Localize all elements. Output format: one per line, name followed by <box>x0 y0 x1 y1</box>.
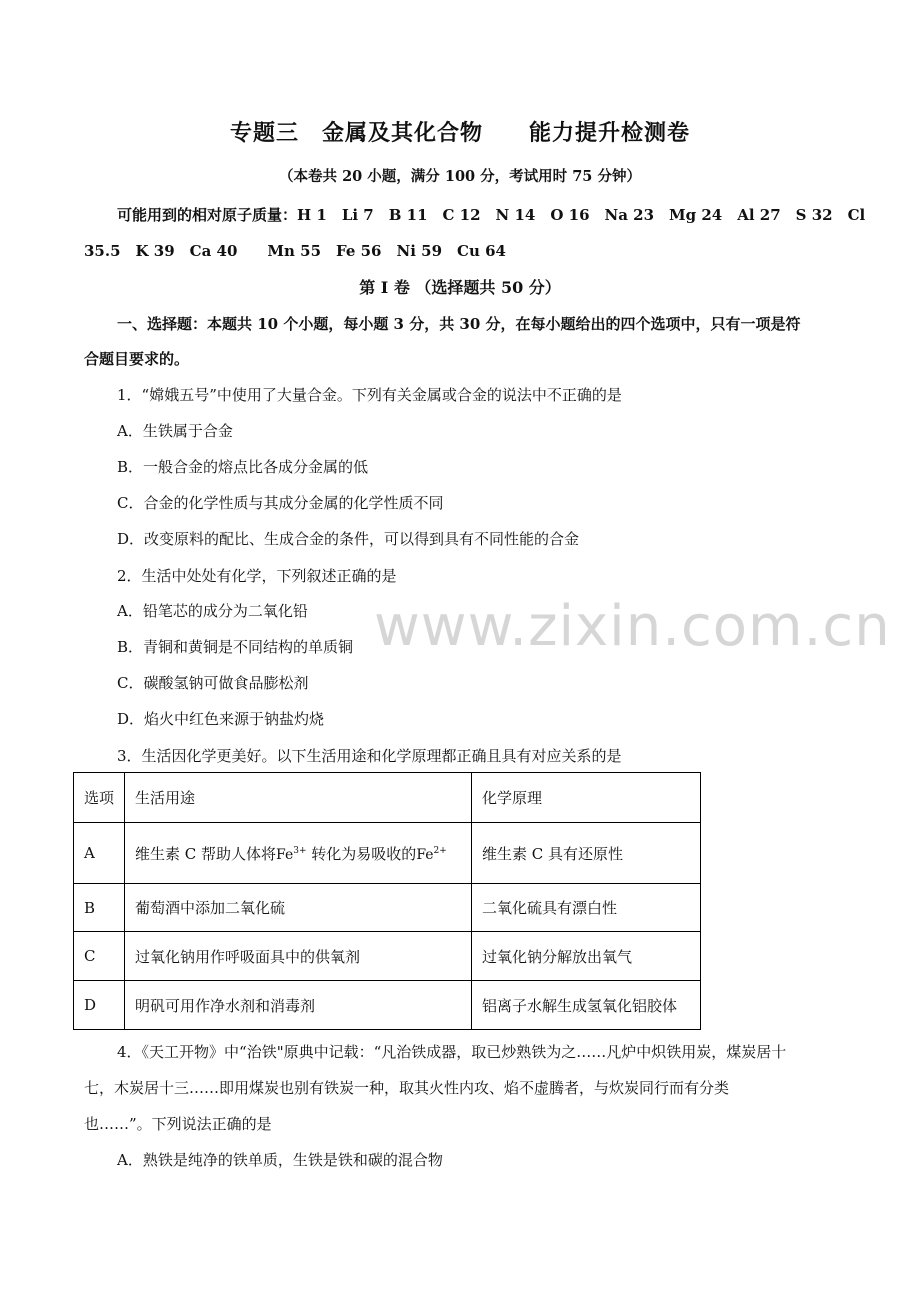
question-1-option-d: D．改变原料的配比、生成合金的条件，可以得到具有不同性能的合金 <box>117 530 580 548</box>
table-row <box>74 884 701 932</box>
question-2-option-d: D．焰火中红色来源于钠盐灼烧 <box>117 710 325 728</box>
table-row <box>74 981 701 1030</box>
table-cell-principle: 铝离子水解生成氢氧化铝胶体 <box>472 981 701 1030</box>
page-subtitle: （本卷共 20 小题，满分 100 分，考试用时 75 分钟） <box>279 168 641 185</box>
table-header-principle: 化学原理 <box>472 773 701 823</box>
question-1-option-c: C．合金的化学性质与其成分金属的化学性质不同 <box>117 494 444 512</box>
atomic-masses-line-2: 35.5 K 39 Ca 40 Mn 55 Fe 56 Ni 59 Cu 64 <box>84 242 506 260</box>
table-cell-option: A <box>74 823 125 884</box>
watermark: www.zixin.com.cn <box>374 594 891 659</box>
question-1-option-a: A．生铁属于合金 <box>117 422 233 440</box>
question-4-stem-line-2: 七，木炭居十三……即用煤炭也别有铁炭一种，取其火性内攻、焰不虚腾者，与炊炭同行而有分类 <box>84 1079 730 1097</box>
use-text-part-2: 转化为易吸收的 <box>306 844 417 863</box>
question-1-stem: 1．“嫦娥五号”中使用了大量合金。下列有关金属或合金的说法中不正确的是 <box>117 386 622 404</box>
table-cell-option: B <box>74 884 125 932</box>
table-header-row <box>74 773 701 823</box>
section-instructions-line-2: 合题目要求的。 <box>84 350 190 368</box>
table-cell-principle: 维生素 C 具有还原性 <box>472 823 701 884</box>
section-title: 第 I 卷 （选择题共 50 分） <box>359 278 561 297</box>
question-2-stem: 2．生活中处处有化学，下列叙述正确的是 <box>117 567 397 585</box>
table-row <box>74 932 701 981</box>
question-4-option-a: A．熟铁是纯净的铁单质，生铁是铁和碳的混合物 <box>117 1151 443 1169</box>
question-2-option-c: C．碳酸氢钠可做食品膨松剂 <box>117 674 309 692</box>
table-cell-principle: 过氧化钠分解放出氧气 <box>472 932 701 981</box>
page-title: 专题三 金属及其化合物 能力提升检测卷 <box>229 120 690 146</box>
question-4-stem-line-3: 也……”。下列说法正确的是 <box>84 1115 272 1133</box>
question-4-stem-line-1: 4．《天工开物》中“治铁"原典中记载：“凡治铁成器，取已炒熟铁为之……凡炉中炽铁用炭，煤炭居十 <box>117 1043 787 1061</box>
question-3-stem: 3．生活因化学更美好。以下生活用途和化学原理都正确且具有对应关系的是 <box>117 747 622 765</box>
table-cell-option: C <box>74 932 125 981</box>
question-1-option-b: B．一般合金的熔点比各成分金属的低 <box>117 458 369 476</box>
table-cell-use: 过氧化钠用作呼吸面具中的供氧剂 <box>125 932 472 981</box>
fe3-ion: Fe <box>276 846 294 863</box>
question-2-option-a: A．铅笔芯的成分为二氧化铅 <box>117 602 308 620</box>
table-cell-use: 明矾可用作净水剂和消毒剂 <box>125 981 472 1030</box>
table-header-option: 选项 <box>74 773 125 823</box>
atomic-masses-line-1: 可能用到的相对原子质量：H 1 Li 7 B 11 C 12 N 14 O 16 Na 23 Mg 24 Al 27 S 32 Cl <box>117 206 866 224</box>
table-cell-use <box>125 823 472 884</box>
fe3-charge: 3+ <box>293 845 307 856</box>
section-instructions-line-1: 一、选择题：本题共 10 个小题，每小题 3 分，共 30 分，在每小题给出的四个选项中，只有一项是符 <box>117 315 801 333</box>
question-2-option-b: B．青铜和黄铜是不同结构的单质铜 <box>117 638 354 656</box>
use-text-part-1: 维生素 C 帮助人体将 <box>135 844 277 863</box>
question-3-table <box>73 772 701 1030</box>
table-header-use: 生活用途 <box>125 773 472 823</box>
table-cell-principle: 二氧化硫具有漂白性 <box>472 884 701 932</box>
fe2-ion: Fe <box>416 846 434 863</box>
fe2-charge: 2+ <box>433 845 447 856</box>
table-cell-use: 葡萄酒中添加二氧化硫 <box>125 884 472 932</box>
table-cell-option: D <box>74 981 125 1030</box>
table-row <box>74 823 701 884</box>
